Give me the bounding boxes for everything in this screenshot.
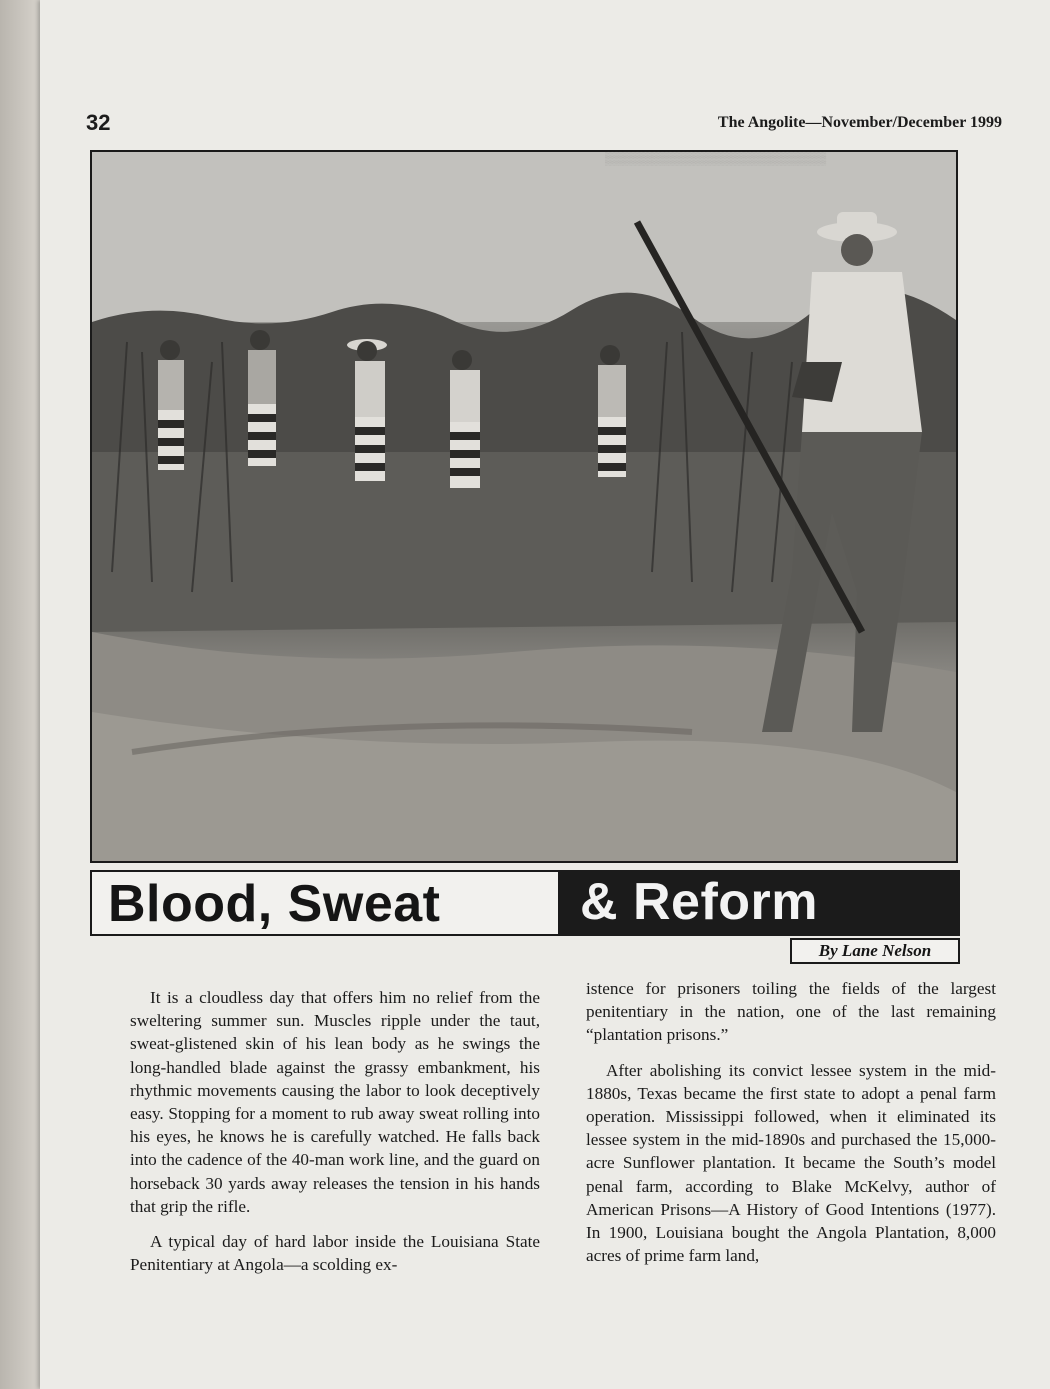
title-left-text: Blood, Sweat bbox=[108, 875, 441, 933]
title-right-text: & Reform bbox=[580, 873, 819, 931]
article-title bbox=[90, 870, 960, 938]
paragraph: A typical day of hard labor inside the Louisiana State Penitentiary at Angola—a scolding ex- bbox=[130, 1232, 540, 1275]
article-column-left bbox=[130, 986, 540, 1276]
paragraph: After abolishing its convict lessee system in the mid-1880s, Texas became the first state to adopt a penal farm operation. Mississippi followed, when it eliminated its lessee system in the mid-1890s and purchased the 15,000-acre Sunflower plantation. It became the South’s model penal farm, according to Blake McKelvy, author of American Prisons—A History of Good Intentions (1977). In 1900, Louisiana bought the Angola Plantation, 8,000 acres of prime farm land, bbox=[586, 1060, 996, 1266]
page-number: 32 bbox=[86, 110, 111, 135]
article-photo bbox=[90, 150, 958, 863]
title-right-box bbox=[560, 870, 960, 936]
title-left-box bbox=[90, 870, 560, 936]
article-column-right bbox=[586, 977, 996, 1267]
byline: By Lane Nelson bbox=[790, 938, 960, 964]
photo-illustration bbox=[92, 152, 956, 861]
running-head: The Angolite—November/December 1999 bbox=[717, 114, 1002, 131]
paragraph: istence for prisoners toiling the fields of the largest penitentiary in the nation, one of the last remaining “plantation prisons.” bbox=[586, 979, 996, 1045]
paragraph: It is a cloudless day that offers him no relief from the sweltering summer sun. Muscles ripple under the taut, sweat-glistened skin of his lean body as he swings the long-handled blade against the grassy embankment, his rhythmic movements causing the labor to look deceptively easy. Stopping for a moment to rub away sweat rolling into his eyes, he knows he is carefully watched. He falls back into the cadence of the 40-man work line, and the guard on horseback 30 yards away releases the tension in his hands that grip the rifle. bbox=[130, 988, 540, 1216]
